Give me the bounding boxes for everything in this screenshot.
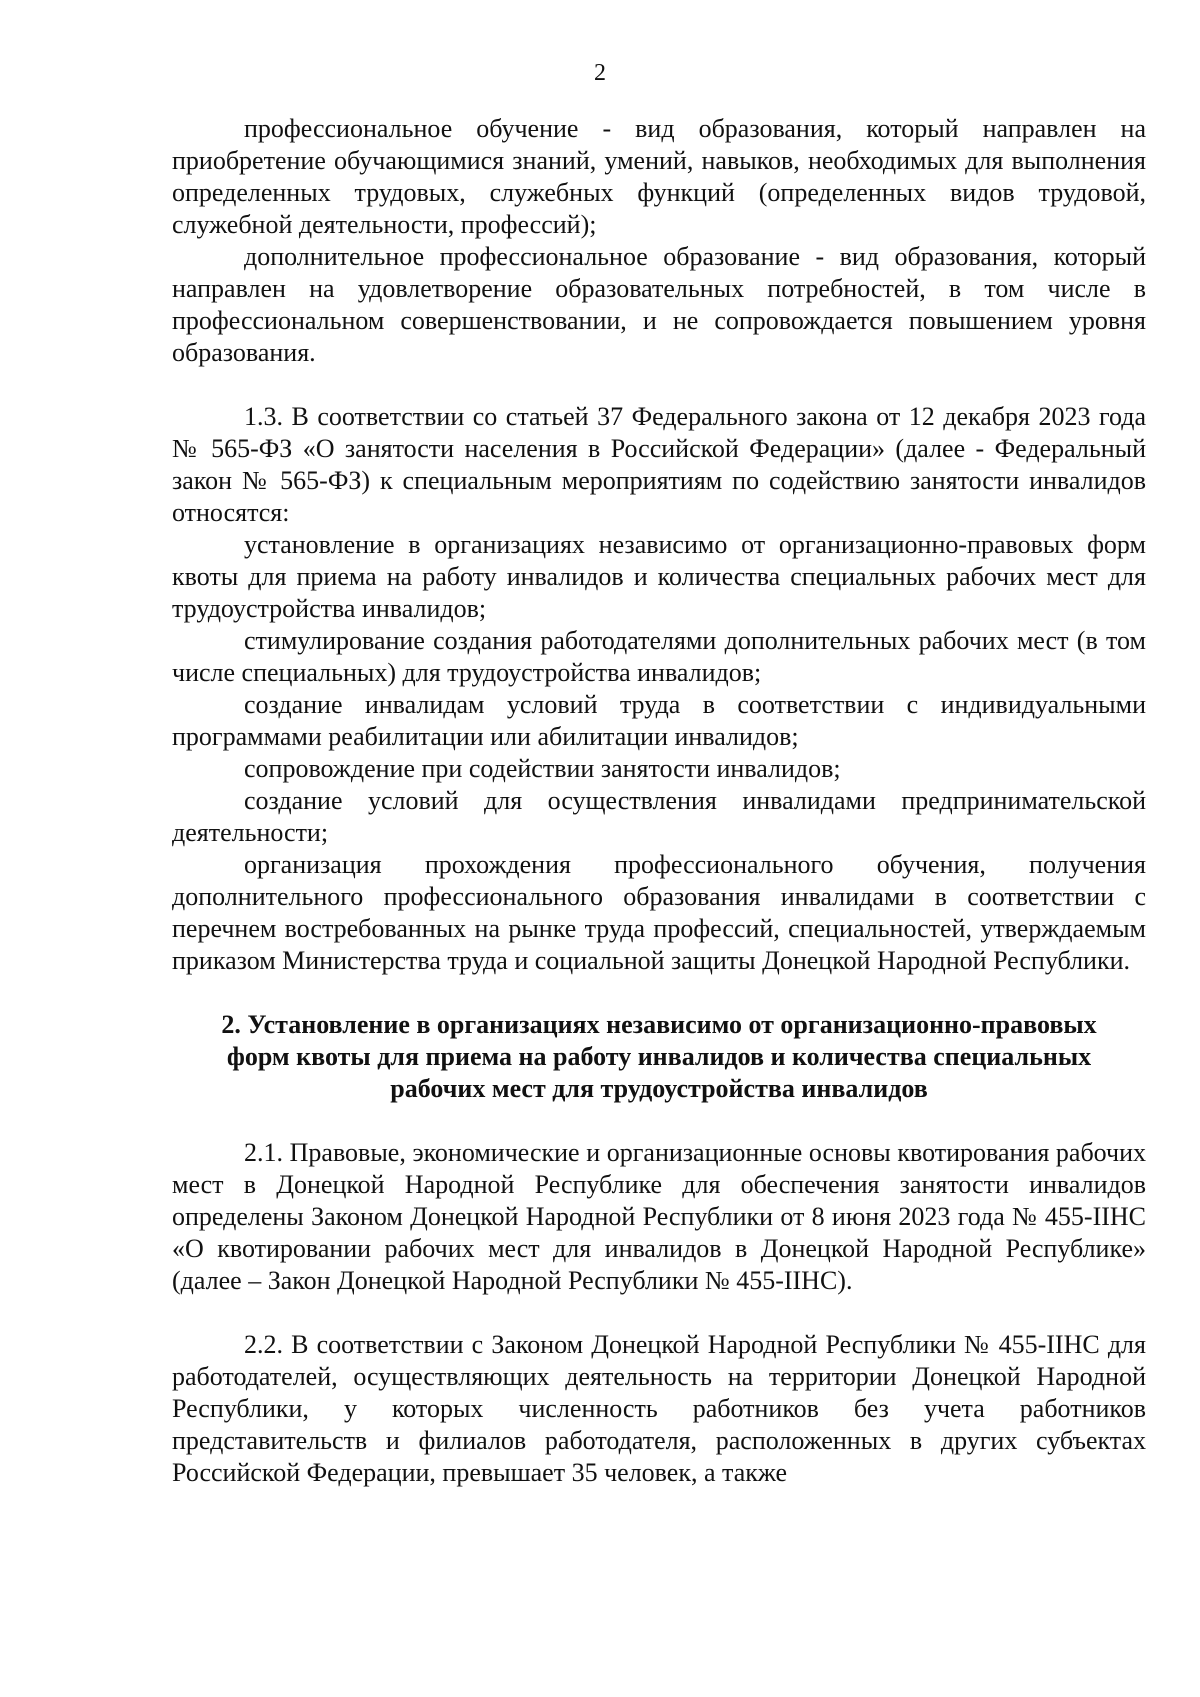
section-2-heading: 2. Установление в организациях независимо от организационно-правовых форм квоты для приема на работу инвалидов и количества специальных рабочих мест для трудоустройства инвалидов — [221, 1010, 1097, 1103]
list-item-quota: установление в организациях независимо от организационно-правовых форм квоты для приема на работу инвалидов и количества специальных рабочих мест для трудоустройства инвалидов; — [172, 530, 1146, 623]
paragraph-1-3: 1.3. В соответствии со статьей 37 Федерального закона от 12 декабря 2023 года № 565-ФЗ «О занятости населения в Российской Федерации» (далее - Федеральный закон № 565-ФЗ) к специальным мероприятиям по содействию занятости инвалидов относятся: — [172, 402, 1146, 527]
page-number: 2 — [594, 60, 606, 86]
list-item-training: организация прохождения профессионального обучения, получения дополнительного профессионального образования инвалидами в соответствии с перечнем востребованных на рынке труда профессий, специальностей, утверждаемым приказом Министерства труда и социальной защиты Донецкой Народной Республики. — [172, 850, 1146, 975]
paragraph-professional-training: профессиональное обучение - вид образования, который направлен на приобретение обучающимися знаний, умений, навыков, необходимых для выполнения определенных трудовых, служебных функций (определенных видов трудовой, служебной деятельности, профессий); — [172, 114, 1146, 239]
document-body — [172, 113, 1146, 1489]
paragraph-additional-education: дополнительное профессиональное образование - вид образования, который направлен на удовлетворение образовательных потребностей, в том числе в профессиональном совершенствовании, и не сопровождается повышением уровня образования. — [172, 242, 1146, 367]
paragraph-2-2: 2.2. В соответствии с Законом Донецкой Народной Республики № 455-IIНС для работодателей, осуществляющих деятельность на территории Донецкой Народной Республики, у которых численность работников без учета работников представительств и филиалов работодателя, расположенных в других субъектах Российской Федерации, превышает 35 человек, а также — [172, 1330, 1146, 1487]
list-item-support: сопровождение при содействии занятости инвалидов; — [244, 754, 841, 783]
list-item-entrepreneurship: создание условий для осуществления инвалидами предпринимательской деятельности; — [172, 786, 1146, 847]
paragraph-2-1: 2.1. Правовые, экономические и организационные основы квотирования рабочих мест в Донецкой Народной Республике для обеспечения занятости инвалидов определены Законом Донецкой Народной Республики от 8 июня 2023 года № 455-IIНС «О квотировании рабочих мест для инвалидов в Донецкой Народной Республике» (далее – Закон Донецкой Народной Республики № 455-IIНС). — [172, 1138, 1146, 1295]
list-item-conditions: создание инвалидам условий труда в соответствии с индивидуальными программами реабилитации или абилитации инвалидов; — [172, 690, 1146, 751]
list-item-stimulation: стимулирование создания работодателями дополнительных рабочих мест (в том числе специальных) для трудоустройства инвалидов; — [172, 626, 1146, 687]
